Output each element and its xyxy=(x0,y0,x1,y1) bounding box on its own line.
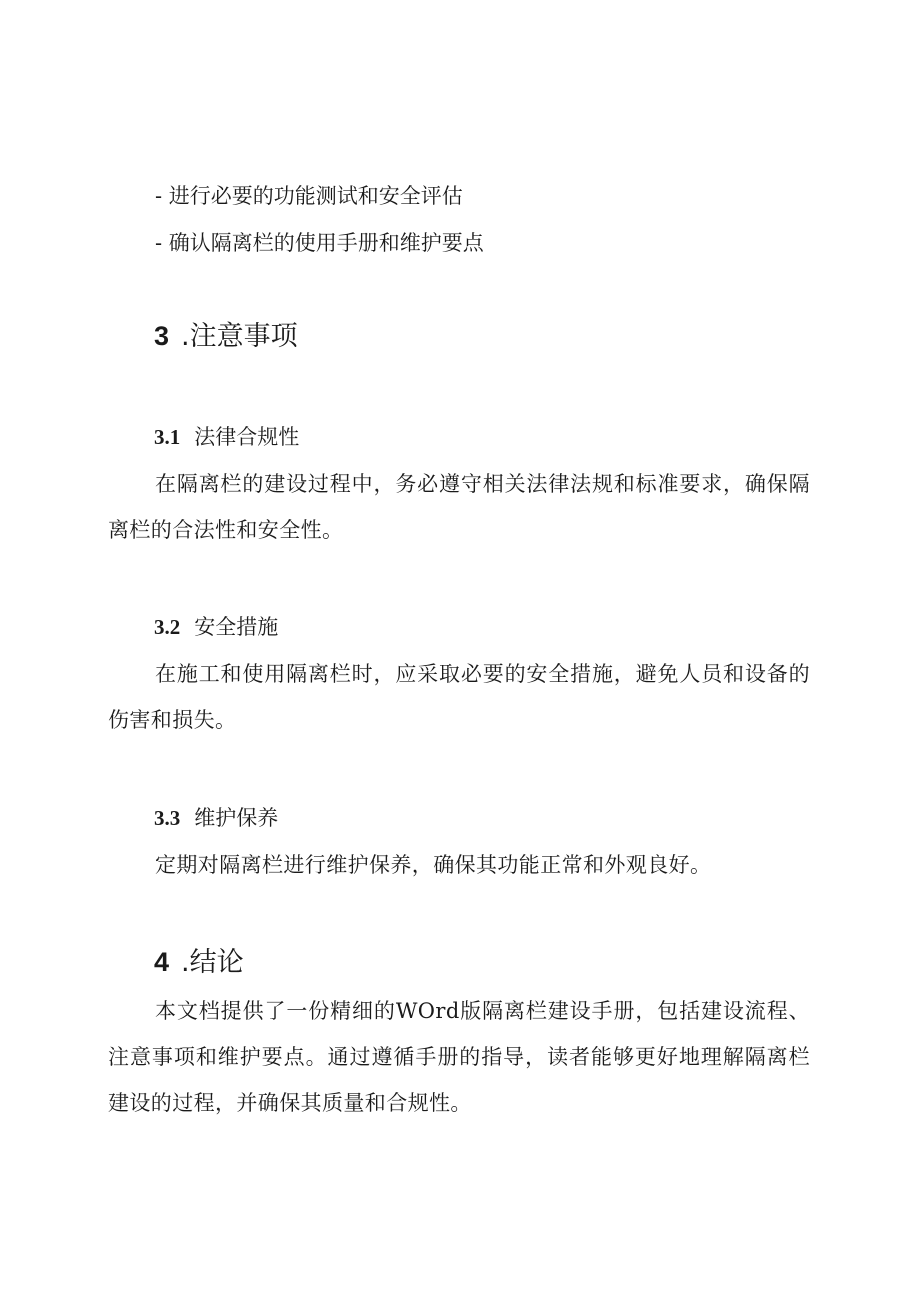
paragraph: 在施工和使用隔离栏时，应采取必要的安全措施，避免人员和设备的伤害和损失。 xyxy=(108,662,810,732)
section-title: .结论 xyxy=(181,947,244,978)
paragraph: 本文档提供了一份精细的WOrd版隔离栏建设手册，包括建设流程、注意事项和维护要点。通过遵循手册的指导，读者能够更好地理解隔离栏建设的过程，并确保其质量和合规性。 xyxy=(108,999,810,1115)
subsection-title: 法律合规性 xyxy=(194,425,300,449)
bullet-item: - 确认隔离栏的使用手册和维护要点 xyxy=(155,231,484,255)
subsection-number: 3.2 xyxy=(154,615,181,639)
section-heading xyxy=(154,944,244,981)
subsection-heading xyxy=(154,803,278,833)
subsection-number: 3.3 xyxy=(154,806,181,830)
paragraph: 定期对隔离栏进行维护保养，确保其功能正常和外观良好。 xyxy=(155,853,712,877)
section-number: 3 xyxy=(154,321,170,351)
subsection-title: 维护保养 xyxy=(194,806,279,830)
section-heading xyxy=(154,318,298,355)
subsection-title: 安全措施 xyxy=(194,615,279,639)
subsection-heading xyxy=(154,422,299,452)
paragraph: 在隔离栏的建设过程中，务必遵守相关法律法规和标准要求，确保隔离栏的合法性和安全性。 xyxy=(108,472,810,542)
section-title: .注意事项 xyxy=(181,321,298,352)
bullet-item: - 进行必要的功能测试和安全评估 xyxy=(155,184,463,208)
subsection-heading xyxy=(154,612,278,642)
section-number: 4 xyxy=(154,947,170,977)
subsection-number: 3.1 xyxy=(154,425,181,449)
